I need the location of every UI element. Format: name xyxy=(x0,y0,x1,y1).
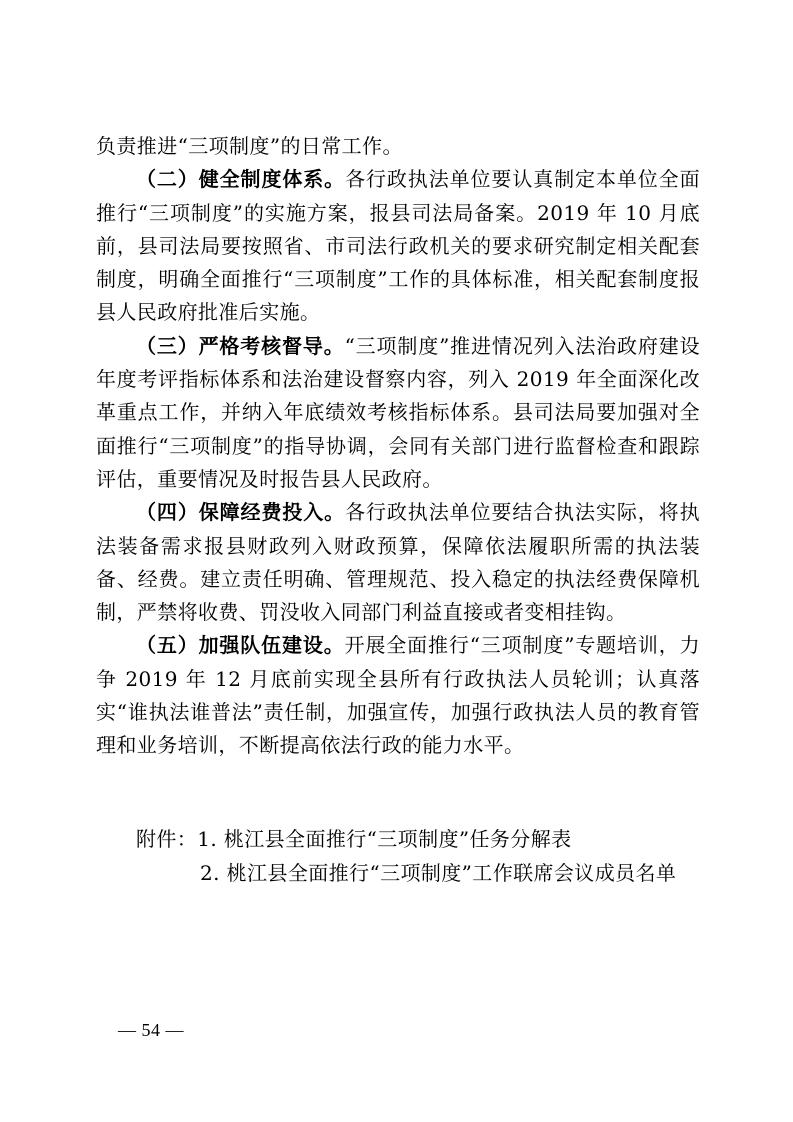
section-heading: （四）保障经费投入。 xyxy=(136,500,346,525)
attachment-item-2 xyxy=(136,856,676,890)
section-3 xyxy=(96,330,700,496)
section-4 xyxy=(96,496,700,629)
attachments-list xyxy=(136,822,676,890)
section-2 xyxy=(96,163,700,329)
section-heading: （三）严格考核督导。 xyxy=(136,333,345,358)
attachment-title: 2. 桃江县全面推行“三项制度”工作联席会议成员名单 xyxy=(200,861,677,885)
section-text: “三项制度”推进情况列入法治政府建设年度考评指标体系和法治建设督察内容，列入 2019 年全面深化改革重点工作，并纳入年底绩效考核指标体系。县司法局要加强对全面推行“三项制度”的指导协调，会同有关部门进行监督检查和跟踪评估，重要情况及时报告县人民政府。 xyxy=(96,333,700,491)
section-5 xyxy=(96,629,700,762)
section-text: 各行政执法单位要结合执法实际，将执法装备需求报县财政列入财政预算，保障依法履职所需的执法装备、经费。建立责任明确、管理规范、投入稳定的执法经费保障机制，严禁将收费、罚没收入同部门利益直接或者变相挂钩。 xyxy=(96,500,700,625)
section-heading: （二）健全制度体系。 xyxy=(136,167,346,192)
paragraph-intro: 负责推进“三项制度”的日常工作。 xyxy=(96,134,403,158)
attachment-item-1 xyxy=(136,822,676,856)
body-text xyxy=(96,130,700,763)
section-heading: （五）加强队伍建设。 xyxy=(136,633,345,658)
page-number: — 54 — xyxy=(118,1020,184,1040)
section-text: 开展全面推行“三项制度”专题培训，力争 2019 年 12 月底前实现全县所有行政执法人员轮训；认真落实“谁执法谁普法”责任制，加强宣传，加强行政执法人员的教育管理和业务培训，不断提高依法行政的能力水平。 xyxy=(96,633,700,758)
attachment-title: 1. 桃江县全面推行“三项制度”任务分解表 xyxy=(197,827,572,851)
section-text: 各行政执法单位要认真制定本单位全面推行“三项制度”的实施方案，报县司法局备案。2019 年 10 月底前，县司法局要按照省、市司法行政机关的要求研究制定相关配套制度，明确全面推行“三项制度”工作的具体标准，相关配套制度报县人民政府批准后实施。 xyxy=(96,167,700,325)
attachments-label: 附件： xyxy=(136,827,198,851)
